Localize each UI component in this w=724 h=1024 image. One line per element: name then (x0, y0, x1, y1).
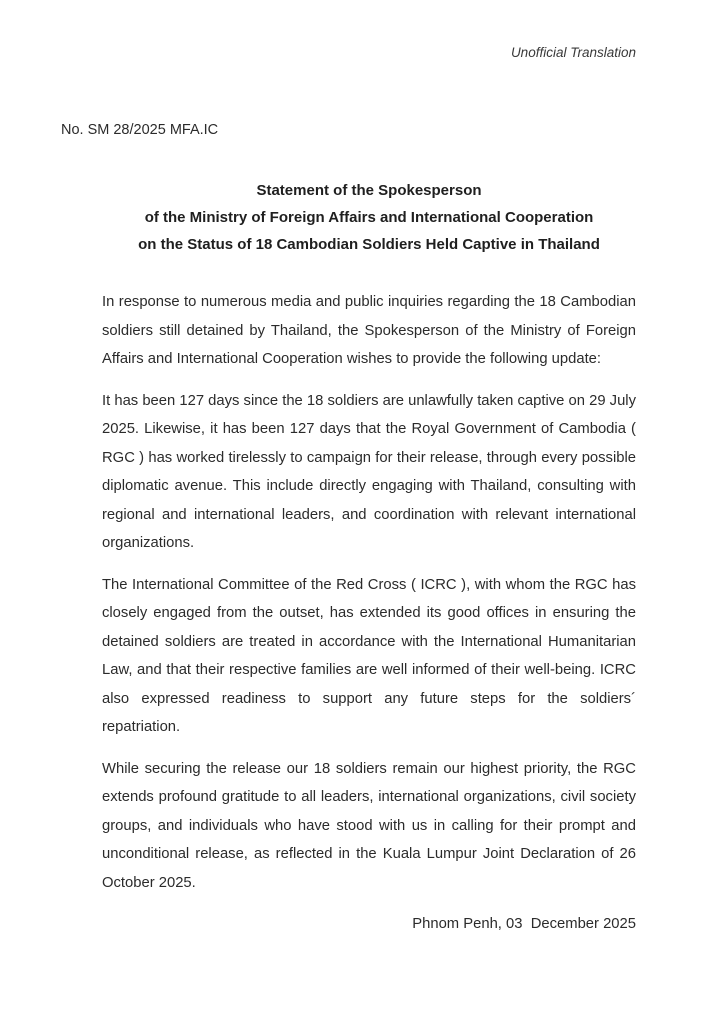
dateline: Phnom Penh, 03 December 2025 (412, 916, 636, 932)
unofficial-translation-note: Unofficial Translation (510, 45, 636, 60)
title-line-2: of the Ministry of Foreign Affairs and International Cooperation (144, 209, 594, 226)
paragraph-gratitude: While securing the release our 18 soldiers remain our highest priority, the RGC extends profound gratitude to all leaders, international organizations, civil society groups, and individuals who have stood with us in calling for their prompt and unconditional release, as reflected in the Kuala Lumpur Joint Declaration of 26 October 2025. (102, 760, 636, 891)
title-line-1: Statement of the Spokesperson (256, 182, 482, 199)
document-body (102, 288, 636, 939)
paragraph-captivity-days: It has been 127 days since the 18 soldiers are unlawfully taken captive on 29 July 2025. Likewise, it has been 127 days that the Royal Government of Cambodia ( RGC ) has worked tirelessly to campaign for their release, through every possible diplomatic avenue. This include directly engaging with Thailand, consulting with regional and international leaders, and coordination with relevant international organizations. (102, 392, 636, 551)
paragraph-icrc: The International Committee of the Red Cross ( ICRC ), with whom the RGC has closely engaged from the outset, has extended its good offices in ensuring the detained soldiers are treated in accordance with the International Humanitarian Law, and that their respective families are well informed of their well-being. ICRC also expressed readiness to support any future steps for the soldiers´ repatriation. (102, 576, 636, 735)
reference-number: No. SM 28/2025 MFA.IC (61, 122, 219, 138)
title-line-3: on the Status of 18 Cambodian Soldiers Held Captive in Thailand (138, 236, 600, 253)
paragraph-intro: In response to numerous media and public inquiries regarding the 18 Cambodian soldiers still detained by Thailand, the Spokesperson of the Ministry of Foreign Affairs and International Cooperation wishes to provide the following update: (102, 294, 636, 367)
document-title (94, 177, 644, 258)
